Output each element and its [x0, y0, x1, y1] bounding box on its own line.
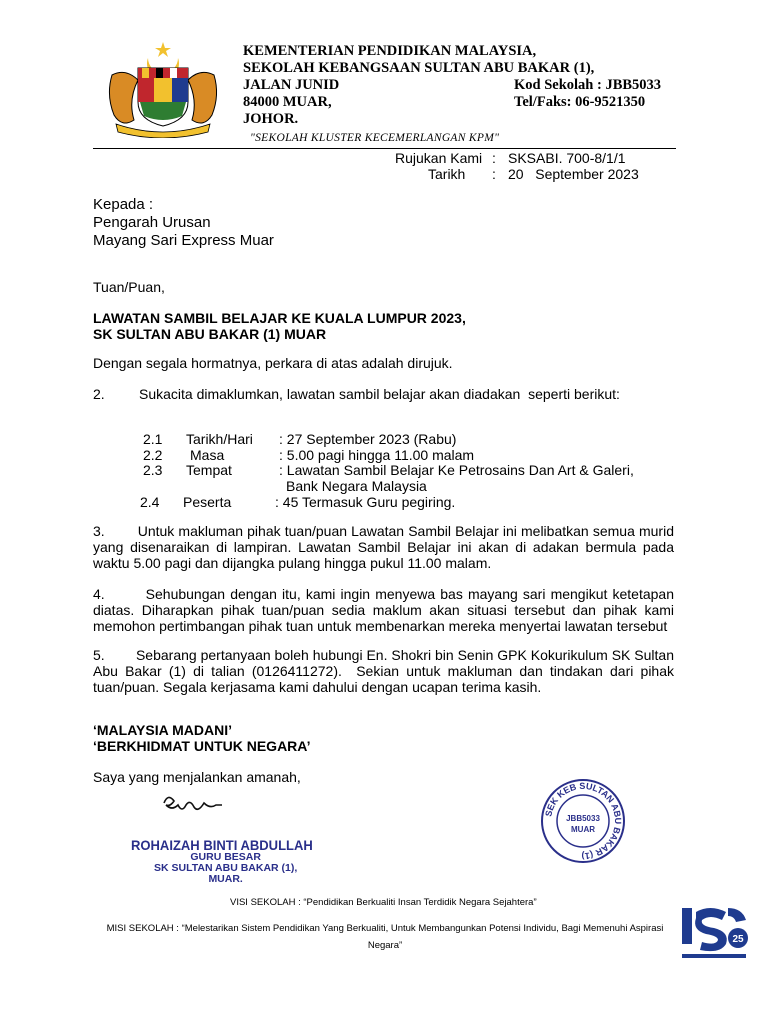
paragraph-text: Sukacita dimaklumkan, lawatan sambil belajar akan diadakan seperti berikut: — [139, 386, 620, 402]
signer-school: SK SULTAN ABU BAKAR (1), — [154, 862, 298, 874]
paragraph-3: 3. Untuk makluman pihak tuan/puan Lawatan Sambil Belajar ini melibatkan semua murid yang disenaraikan di lampiran. Lawatan Sambil Belajar ini akan di adakan bermula pada waktu 5.00 pagi dan dijangka pulang hingga pukul 11.00 malam. — [93, 523, 678, 571]
school-name: SEKOLAH KEBANGSAAN SULTAN ABU BAKAR (1), — [243, 60, 595, 76]
signer-name: ROHAIZAH BINTI ABDULLAH — [131, 837, 313, 853]
paragraph-5: 5. Sebarang pertanyaan boleh hubungi En. Shokri bin Senin GPK Kokurikulum SK Sultan Abu Bakar (1) di talian (0126411272). Sekian untuk makluman dan tindakan dari pihak tuan/puan. Segala kerjasama kami dahului dengan ucapan terima kasih. — [93, 647, 678, 695]
handwritten-signature-icon — [160, 793, 230, 819]
slogan-line-1: ‘MALAYSIA MADANI’ — [93, 722, 232, 738]
subject-line-1: LAWATAN SAMBIL BELAJAR KE KUALA LUMPUR 2023, — [93, 310, 466, 326]
school-contact-block — [514, 77, 661, 111]
letter-subject — [93, 310, 466, 342]
stamp-code: JBB5033 — [566, 814, 600, 823]
signer-town: MUAR. — [208, 873, 243, 885]
ministry-name: KEMENTERIAN PENDIDIKAN MALAYSIA, — [243, 43, 537, 59]
reference-number: SKSABI. 700-8/1/1 — [508, 150, 626, 166]
slogan-block — [93, 722, 311, 754]
detail-label: Peserta — [183, 494, 232, 510]
state: JOHOR. — [243, 111, 299, 127]
school-25-anniversary-logo-icon — [680, 898, 750, 968]
school-vision: VISI SEKOLAH : “Pendidikan Berkualiti Insan Terdidik Negara Sejahtera” — [230, 897, 537, 908]
school-mission: MISI SEKOLAH : “Melestarikan Sistem Pendidikan Yang Berkualiti, Untuk Membangunkan Potensi Individu, Bagi Memenuhi Aspirasi Negara” — [106, 923, 664, 951]
logo-number: 25 — [732, 934, 744, 945]
street: JALAN JUNID — [243, 77, 340, 93]
detail-number: 2.3 — [143, 462, 163, 478]
colon: : — [492, 150, 496, 166]
detail-value: : 45 Termasuk Guru pegiring. — [275, 494, 456, 510]
paragraph-number: 2. — [93, 386, 105, 402]
school-stamp — [540, 778, 626, 864]
tel-fax: Tel/Faks: 06-9521350 — [514, 94, 646, 110]
signer-details — [154, 852, 297, 885]
paragraph-4: 4. Sehubungan dengan itu, kami ingin menyewa bas mayang sari mengikut ketetapan diatas. Diharapkan pihak tuan/puan sedia maklum akan situasi tersebut dan pihak kami memohon pertimbangan pihak tuan untuk membenarkan mereka menyertai lawatan tersebut — [93, 586, 678, 634]
detail-value: Bank Negara Malaysia — [286, 477, 427, 494]
detail-value: : 5.00 pagi hingga 11.00 malam — [279, 446, 475, 463]
reference-block — [395, 150, 639, 182]
detail-number: 2.1 — [143, 431, 163, 447]
detail-number: 2.4 — [140, 494, 160, 510]
header-divider — [93, 148, 676, 149]
recipient-block — [93, 196, 274, 250]
reference-label: Rujukan Kami — [395, 150, 483, 166]
paragraph-2 — [93, 386, 620, 402]
stamp-ring-text: SEK KEB SULTAN ABU BAKAR (1) — [543, 780, 624, 862]
detail-label: Masa — [190, 446, 225, 463]
detail-value: : 27 September 2023 (Rabu) — [279, 431, 457, 447]
subject-line-2: SK SULTAN ABU BAKAR (1) MUAR — [93, 326, 327, 342]
detail-label: Tempat — [186, 462, 232, 478]
detail-label: Tarikh/Hari — [186, 431, 253, 447]
malaysia-coat-of-arms-icon — [104, 40, 222, 138]
closing-line: Saya yang menjalankan amanah, — [93, 769, 301, 785]
colon: : — [492, 166, 496, 182]
signer-title: GURU BESAR — [190, 851, 261, 863]
school-code: Kod Sekolah : JBB5033 — [514, 77, 662, 93]
detail-number: 2.2 — [143, 446, 163, 463]
paragraph-1: Dengan segala hormatnya, perkara di atas adalah dirujuk. — [93, 355, 453, 371]
letter-date: 20 September 2023 — [508, 166, 639, 182]
postcode-city: 84000 MUAR, — [243, 94, 332, 110]
salutation: Tuan/Puan, — [93, 279, 165, 295]
recipient-company: Mayang Sari Express Muar — [93, 232, 274, 249]
recipient-kepada: Kepada : — [93, 196, 154, 213]
date-label: Tarikh — [428, 166, 466, 182]
recipient-title: Pengarah Urusan — [93, 214, 211, 231]
cluster-tagline: "SEKOLAH KLUSTER KECEMERLANGAN KPM" — [250, 132, 500, 144]
slogan-line-2: ‘BERKHIDMAT UNTUK NEGARA’ — [93, 738, 311, 754]
detail-value: : Lawatan Sambil Belajar Ke Petrosains Dan Art & Galeri, — [279, 462, 634, 478]
stamp-town: MUAR — [571, 825, 595, 834]
